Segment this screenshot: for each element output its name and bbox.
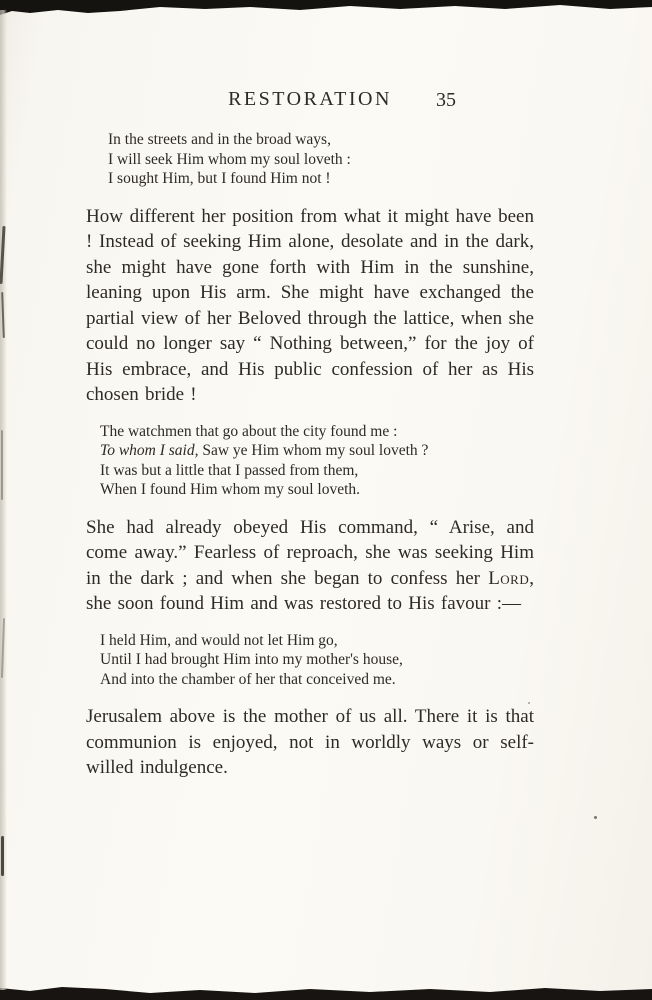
scan-scratch [1,430,3,500]
paragraph-1: How different her position from what it might have been ! Instead of seeking Him alone, desolate and in the dark, she might have gone forth with Him in the sunshine, leaning upon His arm. She might have exchanged the partial view of her Beloved through the lattice, when she could no longer say “ Nothing between,” for the joy of His embrace, and His public confession of her as His chosen bride ! [86,205,534,405]
page-header [86,88,534,122]
verse-quote-1 [108,130,534,189]
scan-edge-top [0,0,652,16]
verse-line: The watchmen that go about the city found me : [100,422,398,440]
verse-quote-3 [100,631,534,690]
scan-edge-bottom [0,984,652,1000]
verse-quote-2 [100,422,534,500]
paragraph-2-text-end: , she soon found Him and was restored to His favour :— [86,567,534,614]
verse-line [100,441,534,461]
paragraph-2 [86,515,534,617]
verse-line: In the streets and in the broad ways, [108,131,331,148]
scan-scratch [1,836,4,876]
verse-line-rest: Saw ye Him whom my soul loveth ? [198,442,429,459]
running-title: RESTORATION [228,88,392,110]
verse-attribution: To whom I said, [100,442,199,459]
paragraph-3: Jerusalem above is the mother of us all. There it is that communion is enjoyed, not in worldly ways or self-willed indulgence. [86,706,534,778]
verse-line: It was but a little that I passed from them, [100,461,359,479]
verse-line: I will seek Him whom my soul loveth : [108,150,351,168]
verse-line: When I found Him whom my soul loveth. [100,481,361,498]
paragraph-2-text: She had already obeyed His command, “ Arise, and come away.” Fearless of reproach, she was seeking Him in the dark ; and when she began to confess her [86,516,534,589]
verse-line: I held Him, and would not let Him go, [100,631,338,649]
verse-line: And into the chamber of her that conceived me. [100,670,396,688]
verse-line: I sought Him, but I found Him not ! [108,170,331,187]
text-block [86,88,534,795]
verse-line: Until I had brought Him into my mother's house, [100,651,403,668]
page-number: 35 [436,89,456,111]
scan-speck [594,816,597,819]
lord-smallcaps: Lord [488,567,530,589]
